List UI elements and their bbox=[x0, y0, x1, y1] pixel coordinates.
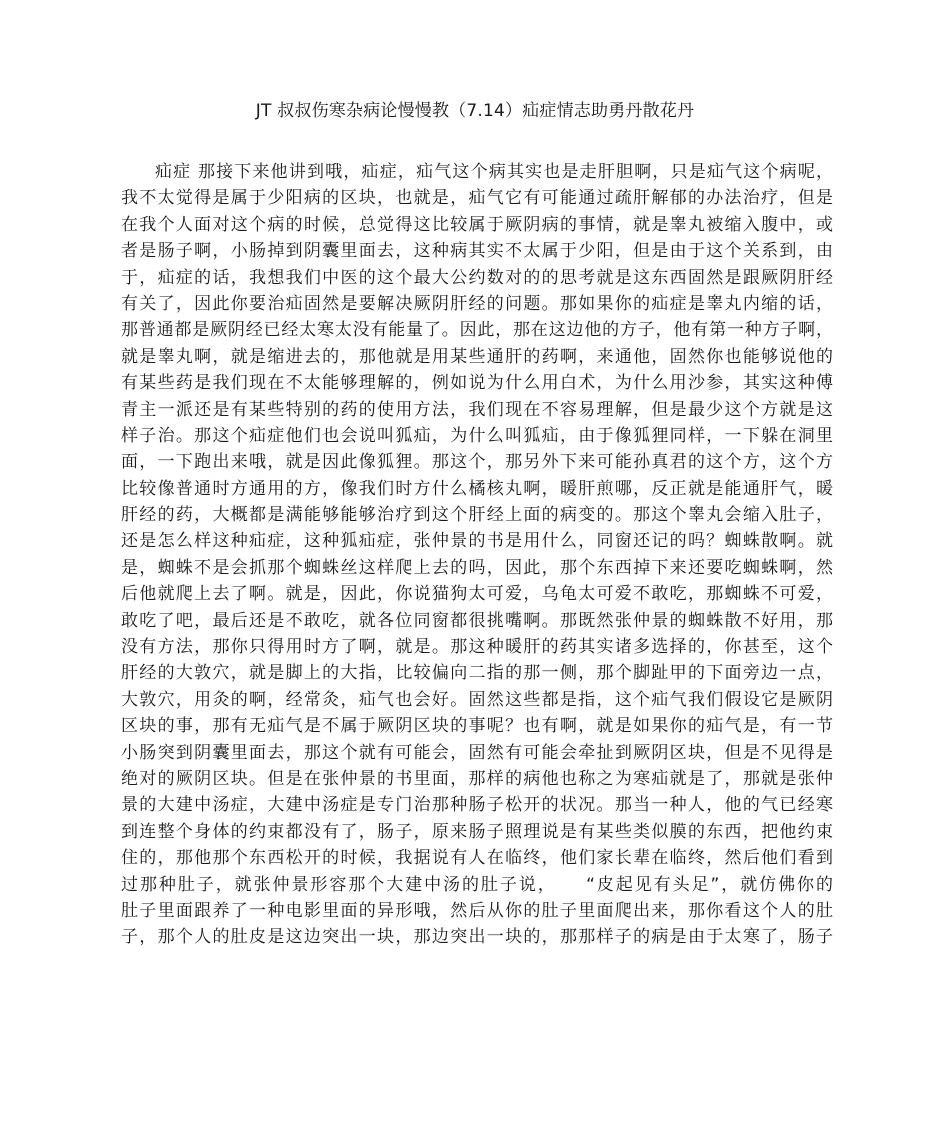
body-line: 肝经的大敦穴，就是脚上的大指，比较偏向二指的那一侧，那个脚趾甲的下面旁边一点， bbox=[121, 663, 833, 684]
body-line: 比较像普通时方通用的方，像我们时方什么橘核丸啊，暖肝煎哪，反正就是能通肝气，暖 bbox=[121, 478, 833, 499]
body-line: 面，一下跑出来哦，就是因此像狐狸。那这个，那另外下来可能孙真君的这个方，这个方 bbox=[121, 452, 833, 473]
body-line: 那普通都是厥阴经已经太寒太没有能量了。因此，那在这边他的方子，他有第一种方子啊， bbox=[121, 320, 833, 341]
body-line: 敢吃了吧，最后还是不敢吃，就各位同窗都很挑嘴啊。那既然张仲景的蜘蛛散不好用，那 bbox=[121, 610, 833, 631]
body-line: 没有方法，那你只得用时方了啊，就是。那这种暖肝的药其实诸多选择的，你甚至，这个 bbox=[121, 637, 833, 658]
body-line: 绝对的厥阴区块。但是在张仲景的书里面，那样的病他也称之为寒疝就是了，那就是张仲 bbox=[121, 768, 833, 789]
body-line: 我不太觉得是属于少阳病的区块，也就是，疝气它有可能通过疏肝解郁的办法治疗，但是 bbox=[121, 188, 833, 209]
body-line: 子，那个人的肚皮是这边突出一块，那边突出一块的，那那样子的病是由于太寒了，肠子 bbox=[121, 927, 833, 948]
body-line: 肝经的药，大概都是满能够能够治疗到这个肝经上面的病变的。那这个睾丸会缩入肚子， bbox=[121, 505, 833, 526]
body-line: 者是肠子啊，小肠掉到阴囊里面去，这种病其实不太属于少阳，但是由于这个关系到，由 bbox=[121, 241, 833, 262]
body-line: 是，蜘蛛不是会抓那个蜘蛛丝这样爬上去的吗，因此，那个东西掉下来还要吃蜘蛛啊，然 bbox=[121, 557, 833, 578]
body-line: 疝症 那接下来他讲到哦，疝症，疝气这个病其实也是走肝胆啊，只是疝气这个病呢， bbox=[155, 162, 833, 182]
body-line: 样子治。那这个疝症他们也会说叫狐疝，为什么叫狐疝，由于像狐狸同样，一下躲在洞里 bbox=[121, 425, 833, 446]
body-line: 住的，那他那个东西松开的时候，我据说有人在临终，他们家长辈在临终，然后他们看到 bbox=[121, 848, 833, 869]
body-line: 有关了，因此你要治疝固然是要解决厥阴肝经的问题。那如果你的疝症是睾丸内缩的话， bbox=[121, 293, 833, 314]
body-line: 后他就爬上去了啊。就是，因此，你说猫狗太可爱，乌龟太可爱不敢吃，那蜘蛛不可爱， bbox=[121, 584, 833, 605]
body-line: 大敦穴，用灸的啊，经常灸，疝气也会好。固然这些都是指，这个疝气我们假设它是厥阴 bbox=[121, 689, 833, 710]
body-line: 到连整个身体的约束都没有了，肠子，原来肠子照理说是有某些类似膜的东西，把他约束 bbox=[121, 821, 833, 842]
body-line: 区块的事，那有无疝气是不属于厥阴区块的事呢？也有啊，就是如果你的疝气是，有一节 bbox=[121, 716, 833, 737]
document-body bbox=[121, 159, 833, 951]
body-line: 过那种肚子，就张仲景形容那个大建中汤的肚子说， “皮起见有头足”，就仿佛你的 bbox=[121, 874, 833, 895]
body-line: 于，疝症的话，我想我们中医的这个最大公约数对的的思考就是这东西固然是跟厥阴肝经 bbox=[121, 267, 833, 288]
body-line: 肚子里面跟养了一种电影里面的异形哦，然后从你的肚子里面爬出来，那你看这个人的肚 bbox=[121, 900, 833, 921]
body-line: 小肠突到阴囊里面去，那这个就有可能会，固然有可能会牵扯到厥阴区块，但是不见得是 bbox=[121, 742, 833, 763]
body-line: 青主一派还是有某些特别的药的使用方法，我们现在不容易理解，但是最少这个方就是这 bbox=[121, 399, 833, 420]
body-line: 在我个人面对这个病的时候，总觉得这比较属于厥阴病的事情，就是睾丸被缩入腹中，或 bbox=[121, 214, 833, 235]
body-line: 就是睾丸啊，就是缩进去的，那他就是用某些通肝的药啊，来通他，固然你也能够说他的 bbox=[121, 346, 833, 367]
body-line: 景的大建中汤症，大建中汤症是专门治那种肠子松开的状况。那当一种人，他的气已经寒 bbox=[121, 795, 833, 816]
body-line: 还是怎么样这种疝症，这种狐疝症，张仲景的书是用什么，同窗还记的吗？蜘蛛散啊。就 bbox=[121, 531, 833, 552]
body-line: 有某些药是我们现在不太能够理解的，例如说为什么用白术，为什么用沙参，其实这种傅 bbox=[121, 373, 833, 394]
document-title: JT 叔叔伤寒杂病论慢慢教（7.14）疝症情志助勇丹散花丹 bbox=[255, 101, 695, 121]
